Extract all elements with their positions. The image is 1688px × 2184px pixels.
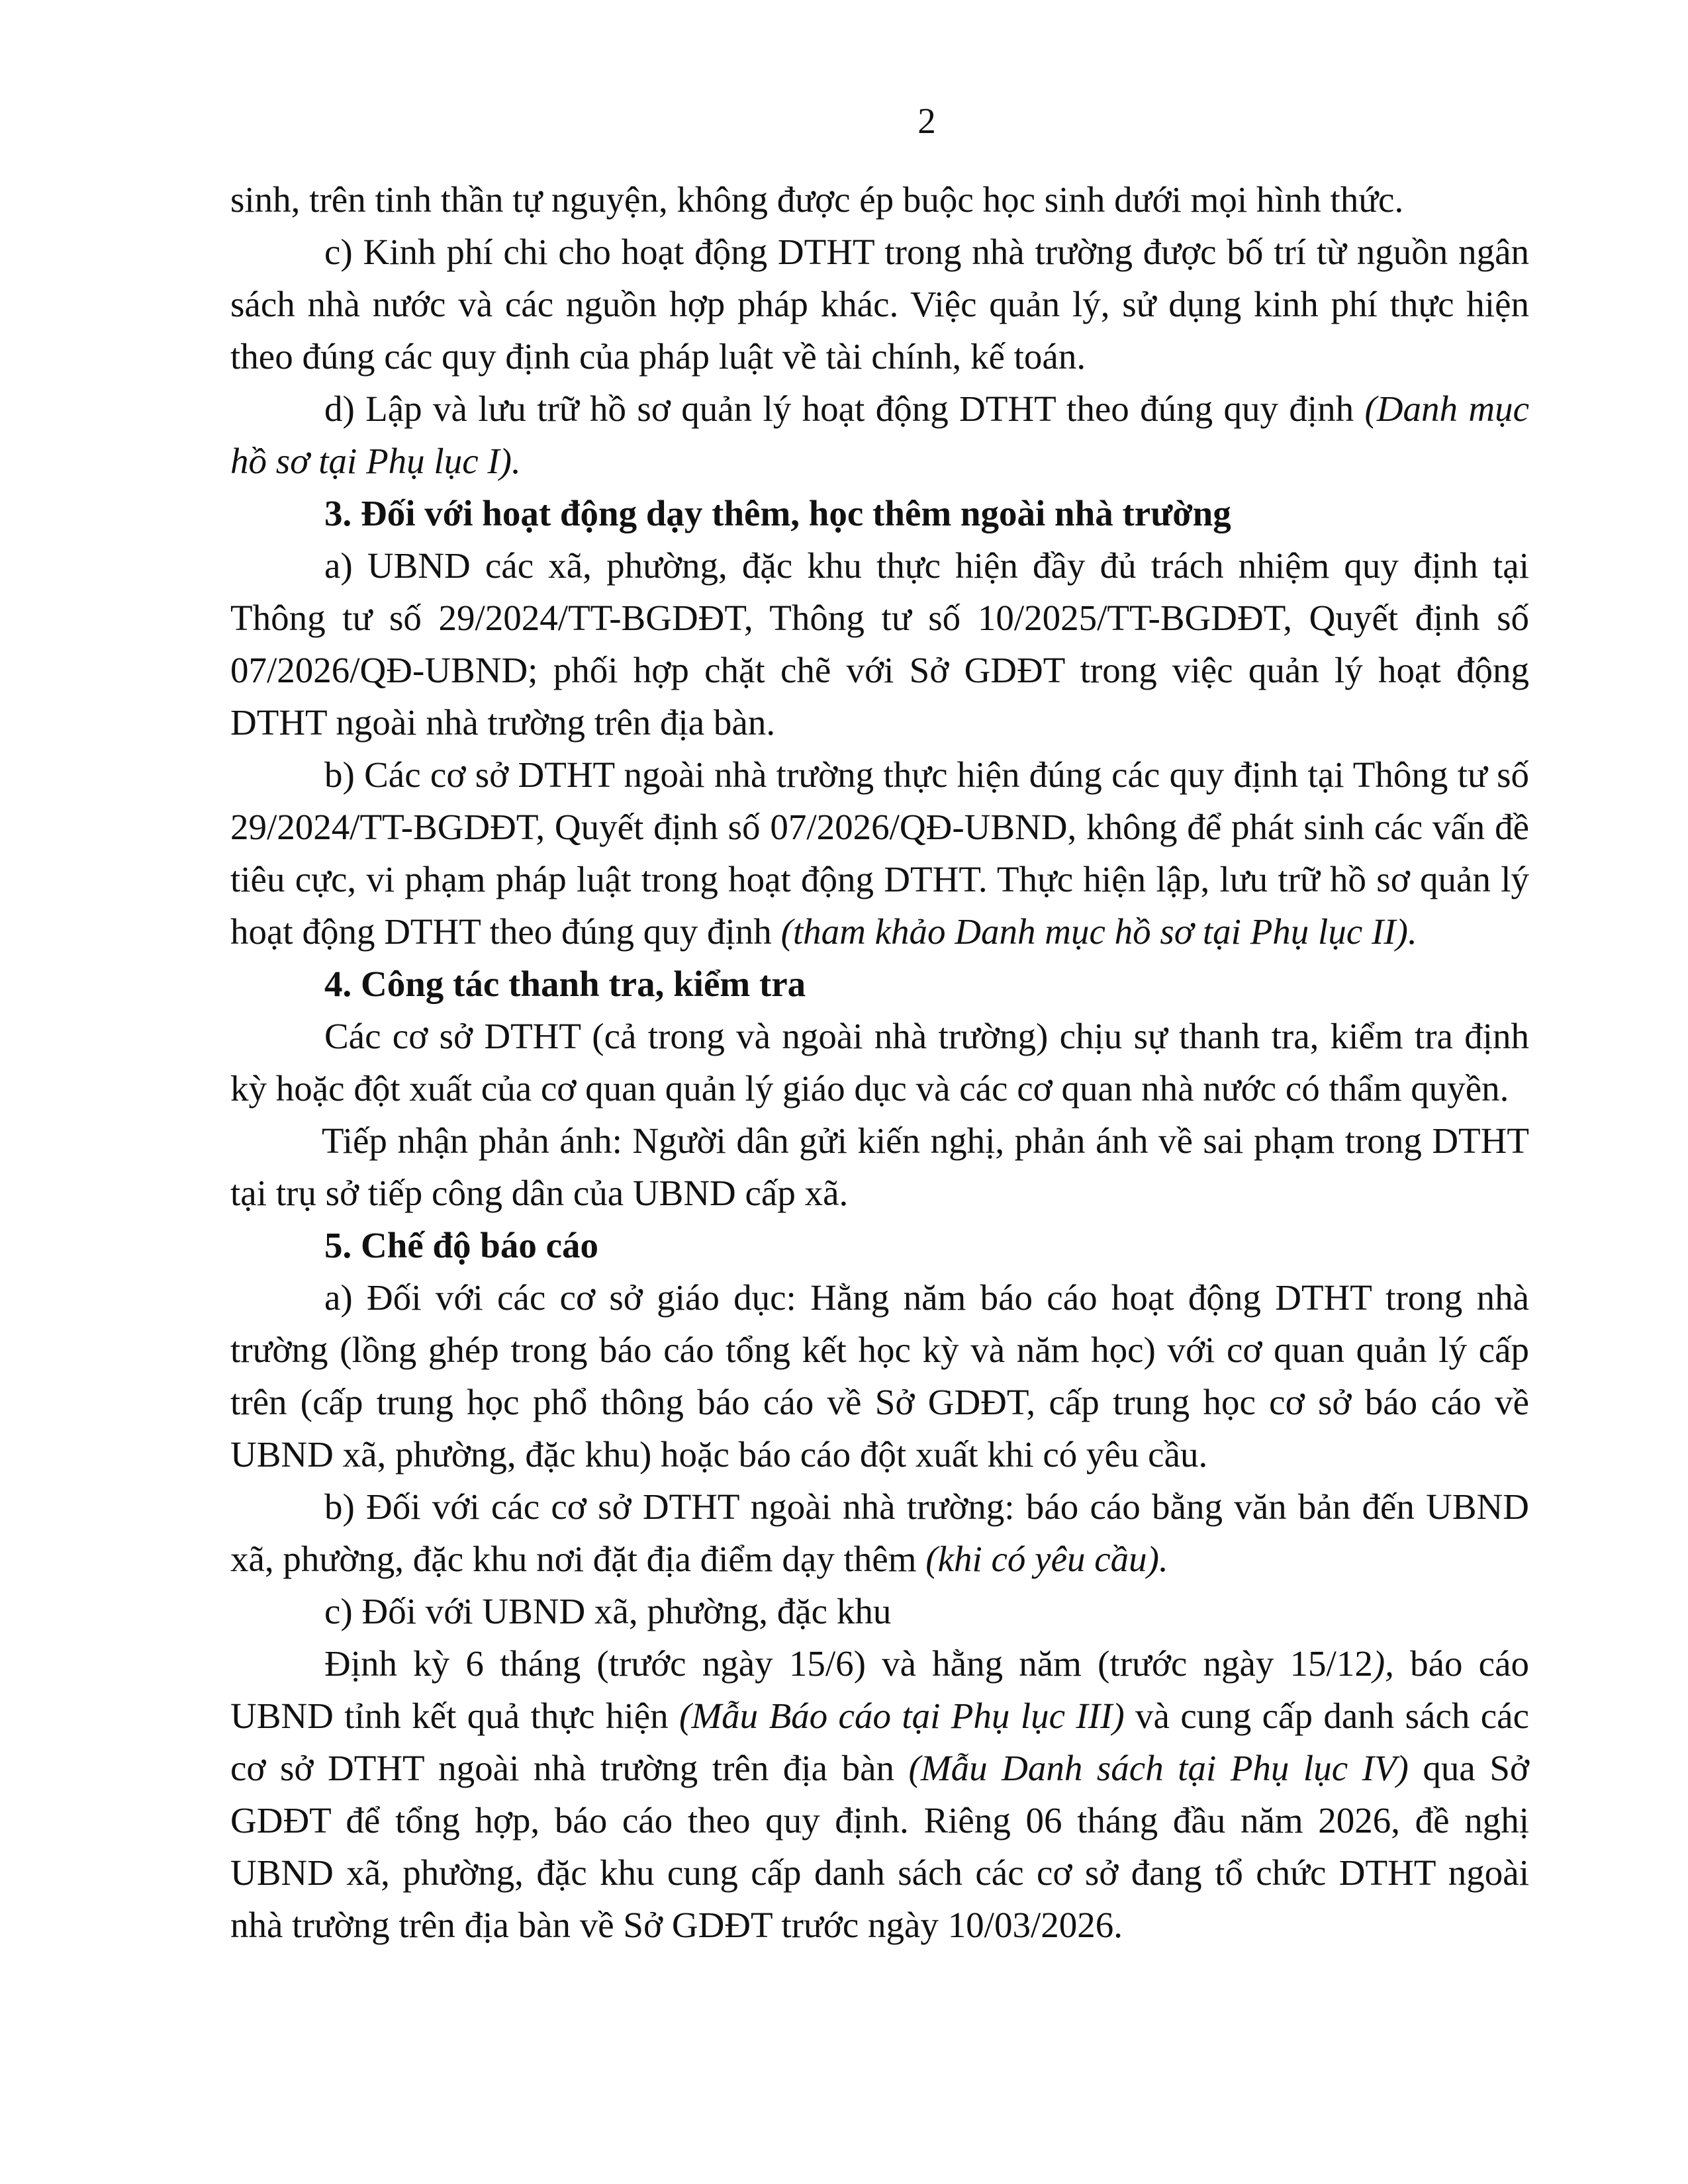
- periodic-reporting-text-g: qua Sở GDĐT để tổng hợp, báo cáo theo quy định. Riêng 06 tháng đầu năm 2026, đề nghị UBND xã, phường, đặc khu cung cấp danh sách các cơ sở đang tổ chức DTHT ngoài nhà trường trên địa bàn về Sở GDĐT trước ngày 10/03/2026.: [230, 1748, 1529, 1945]
- paragraph-facility-reporting-text: b) Đối với các cơ sở DTHT ngoài nhà trường: báo cáo bằng văn bản đến UBND xã, phường, đặc khu nơi đặt địa điểm dạy thêm: [230, 1486, 1529, 1579]
- periodic-reporting-text-c: báo cáo UBND tỉnh kết quả thực hiện: [230, 1643, 1529, 1736]
- paragraph-funding: c) Kinh phí chi cho hoạt động DTHT trong nhà trường được bố trí từ nguồn ngân sách nhà nước và các nguồn hợp pháp khác. Việc quản lý, sử dụng kinh phí thực hiện theo đúng các quy định của pháp luật về tài chính, kế toán.: [230, 232, 1529, 377]
- periodic-reporting-text-b: ),: [1372, 1643, 1394, 1684]
- paragraph-continuation: sinh, trên tinh thần tự nguyện, không được ép buộc học sinh dưới mọi hình thức.: [230, 179, 1404, 220]
- page-number: 2: [917, 101, 936, 141]
- paragraph-periodic-reporting: [230, 1637, 1529, 1951]
- paragraph-ubnd-heading: c) Đối với UBND xã, phường, đặc khu: [324, 1591, 892, 1631]
- section-heading-3: 3. Đối với hoạt động dạy thêm, học thêm ngoài nhà trường: [324, 493, 1231, 533]
- periodic-reporting-text-a: Định kỳ 6 tháng (trước ngày 15/6) và hằng năm (trước ngày 15/12: [324, 1643, 1373, 1684]
- paragraph-facility-reporting: [230, 1480, 1529, 1585]
- paragraph-records: [230, 383, 1529, 487]
- paragraph-records-reference: (Danh mục hồ sơ tại Phụ lục I).: [230, 388, 1529, 481]
- paragraph-inspection: Các cơ sở DTHT (cả trong và ngoài nhà trường) chịu sự thanh tra, kiểm tra định kỳ hoặc đột xuất của cơ quan quản lý giáo dục và các cơ quan nhà nước có thẩm quyền.: [230, 1016, 1529, 1109]
- paragraph-records-text: d) Lập và lưu trữ hồ sơ quản lý hoạt động DTHT theo đúng quy định: [324, 388, 1365, 429]
- paragraph-education-reporting: a) Đối với các cơ sở giáo dục: Hằng năm báo cáo hoạt động DTHT trong nhà trường (lồng ghép trong báo cáo tổng kết học kỳ và năm học) với cơ quan quản lý cấp trên (cấp trung học phổ thông báo cáo về Sở GDĐT, cấp trung học cơ sở báo cáo về UBND xã, phường, đặc khu) hoặc báo cáo đột xuất khi có yêu cầu.: [230, 1277, 1529, 1475]
- paragraph-external-facilities-text: b) Các cơ sở DTHT ngoài nhà trường thực hiện đúng các quy định tại Thông tư số 29/2024/TT-BGDĐT, Quyết định số 07/2026/QĐ-UBND, không để phát sinh các vấn đề tiêu cực, vi phạm pháp luật trong hoạt động DTHT. Thực hiện lập, lưu trữ hồ sơ quản lý hoạt động DTHT theo đúng quy định: [230, 754, 1529, 952]
- periodic-reporting-reference-iv: (Mẫu Danh sách tại Phụ lục IV): [908, 1748, 1409, 1788]
- paragraph-external-facilities-reference: (tham khảo Danh mục hồ sơ tại Phụ lục II).: [780, 911, 1417, 952]
- periodic-reporting-text-e: và cung cấp danh sách các cơ sở DTHT ngoài nhà trường trên địa bàn: [230, 1696, 1529, 1788]
- paragraph-external-facilities: [230, 749, 1529, 958]
- paragraph-facility-reporting-reference: (khi có yêu cầu).: [925, 1539, 1168, 1579]
- document-body: [230, 173, 1529, 1951]
- paragraph-local-authority: a) UBND các xã, phường, đặc khu thực hiện đầy đủ trách nhiệm quy định tại Thông tư số 29/2024/TT-BGDĐT, Thông tư số 10/2025/TT-BGDĐT, Quyết định số 07/2026/QĐ-UBND; phối hợp chặt chẽ với Sở GDĐT trong việc quản lý hoạt động DTHT ngoài nhà trường trên địa bàn.: [230, 545, 1529, 743]
- section-heading-5: 5. Chế độ báo cáo: [324, 1225, 599, 1265]
- periodic-reporting-reference-iii: (Mẫu Báo cáo tại Phụ lục III): [679, 1696, 1125, 1736]
- section-heading-4: 4. Công tác thanh tra, kiểm tra: [324, 964, 806, 1004]
- paragraph-feedback: Tiếp nhận phản ánh: Người dân gửi kiến nghị, phản ánh về sai phạm trong DTHT tại trụ sở tiếp công dân của UBND cấp xã.: [230, 1120, 1529, 1213]
